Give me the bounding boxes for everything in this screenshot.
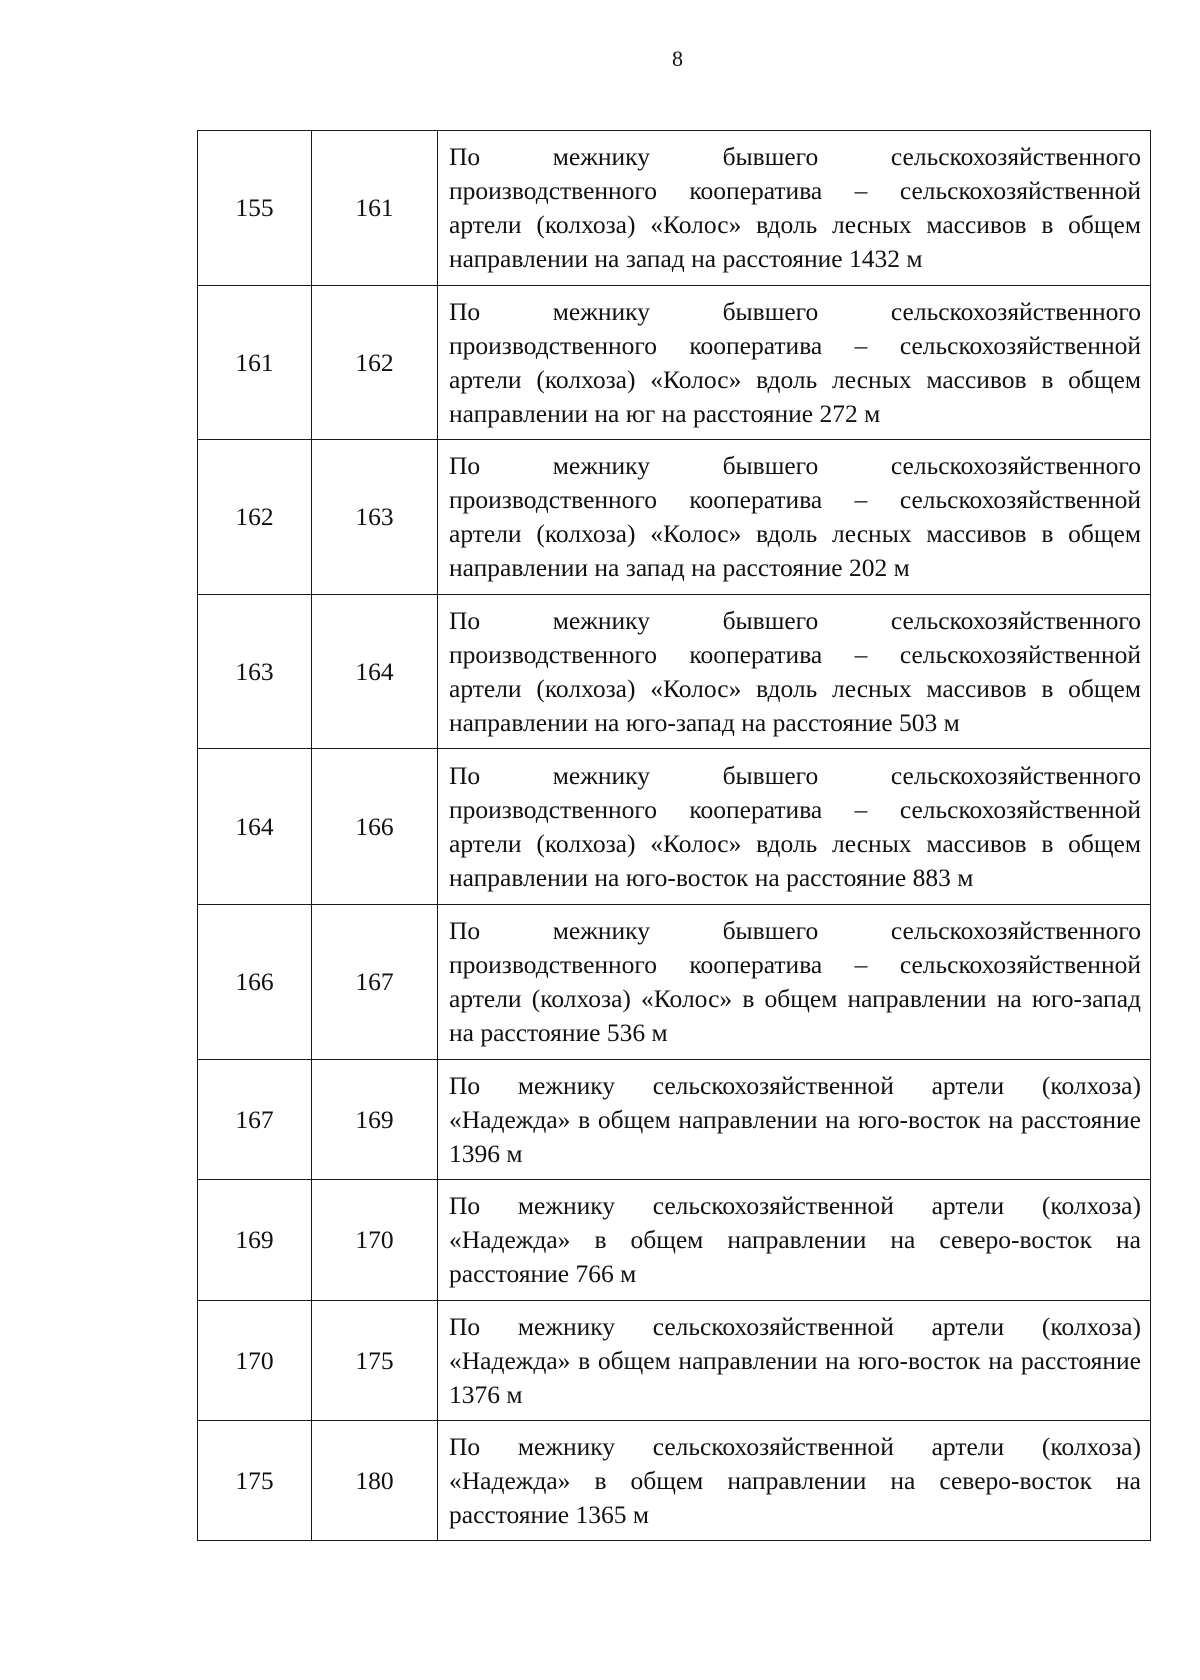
table-row	[198, 595, 1151, 749]
table-row	[198, 1060, 1151, 1180]
to-point-cell: 167	[312, 905, 438, 1060]
to-point-cell: 161	[312, 131, 438, 286]
table-row	[198, 1301, 1151, 1421]
to-point-cell: 175	[312, 1301, 438, 1421]
table-row	[198, 440, 1151, 595]
to-point-cell: 180	[312, 1421, 438, 1541]
description-cell: По межнику сельскохозяйственной артели (колхоза) «Надежда» в общем направлении на юго-восток на расстояние 1396 м	[438, 1060, 1151, 1180]
to-point-cell: 170	[312, 1180, 438, 1301]
from-point-cell: 155	[198, 131, 312, 286]
table-row	[198, 131, 1151, 286]
boundary-description-table	[197, 130, 1151, 1541]
from-point-cell: 163	[198, 595, 312, 749]
from-point-cell: 167	[198, 1060, 312, 1180]
from-point-cell: 169	[198, 1180, 312, 1301]
description-cell: По межнику сельскохозяйственной артели (колхоза) «Надежда» в общем направлении на юго-восток на расстояние 1376 м	[438, 1301, 1151, 1421]
description-cell: По межнику сельскохозяйственной артели (колхоза) «Надежда» в общем направлении на северо-восток на расстояние 1365 м	[438, 1421, 1151, 1541]
to-point-cell: 166	[312, 749, 438, 905]
table-row	[198, 905, 1151, 1060]
to-point-cell: 169	[312, 1060, 438, 1180]
to-point-cell: 163	[312, 440, 438, 595]
description-cell: По межнику бывшего сельскохозяйственного производственного кооператива – сельскохозяйственной артели (колхоза) «Колос» вдоль лесных массивов в общем направлении на юго-восток на расстояние 883 м	[438, 749, 1151, 905]
to-point-cell: 164	[312, 595, 438, 749]
from-point-cell: 175	[198, 1421, 312, 1541]
description-cell: По межнику бывшего сельскохозяйственного производственного кооператива – сельскохозяйственной артели (колхоза) «Колос» вдоль лесных массивов в общем направлении на юго-запад на расстояние 503 м	[438, 595, 1151, 749]
description-cell: По межнику бывшего сельскохозяйственного производственного кооператива – сельскохозяйственной артели (колхоза) «Колос» в общем направлении на юго-запад на расстояние 536 м	[438, 905, 1151, 1060]
table-row	[198, 1421, 1151, 1541]
page-number: 8	[672, 46, 683, 71]
from-point-cell: 161	[198, 286, 312, 440]
from-point-cell: 170	[198, 1301, 312, 1421]
table-row	[198, 749, 1151, 905]
from-point-cell: 166	[198, 905, 312, 1060]
description-cell: По межнику бывшего сельскохозяйственного производственного кооператива – сельскохозяйственной артели (колхоза) «Колос» вдоль лесных массивов в общем направлении на запад на расстояние 202 м	[438, 440, 1151, 595]
from-point-cell: 162	[198, 440, 312, 595]
description-cell: По межнику бывшего сельскохозяйственного производственного кооператива – сельскохозяйственной артели (колхоза) «Колос» вдоль лесных массивов в общем направлении на юг на расстояние 272 м	[438, 286, 1151, 440]
description-cell: По межнику бывшего сельскохозяйственного производственного кооператива – сельскохозяйственной артели (колхоза) «Колос» вдоль лесных массивов в общем направлении на запад на расстояние 1432 м	[438, 131, 1151, 286]
table-row	[198, 1180, 1151, 1301]
from-point-cell: 164	[198, 749, 312, 905]
to-point-cell: 162	[312, 286, 438, 440]
table-row	[198, 286, 1151, 440]
description-cell: По межнику сельскохозяйственной артели (колхоза) «Надежда» в общем направлении на северо-восток на расстояние 766 м	[438, 1180, 1151, 1301]
